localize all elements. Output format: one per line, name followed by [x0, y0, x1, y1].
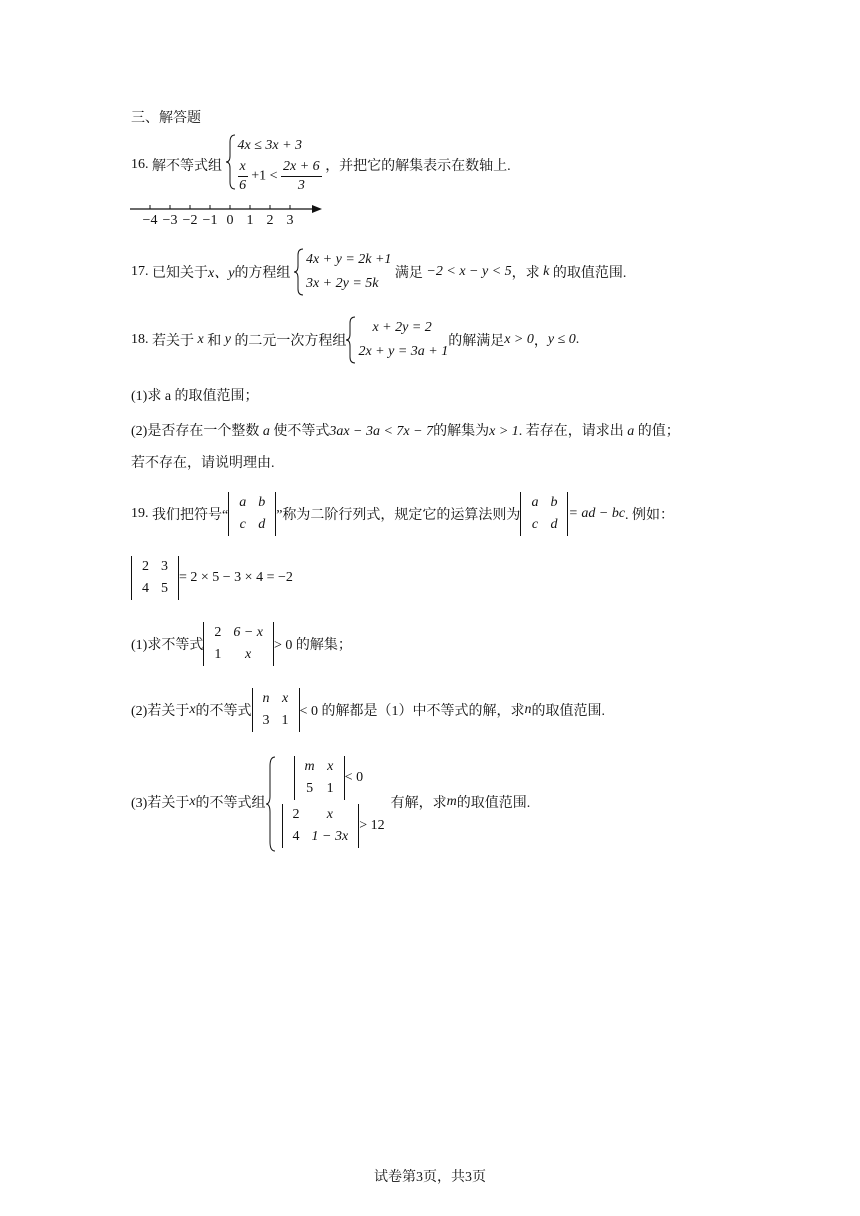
q17-eq2: 3x + 2y = 5k [305, 276, 379, 291]
left-brace-icon [346, 316, 356, 364]
q18-number: 18. [131, 332, 149, 347]
question-17 [131, 248, 626, 296]
q17-tail2: ，求 [511, 266, 540, 281]
q16-tail: ，并把它的解集表示在数轴上. [325, 158, 511, 174]
p3-det1: m x 5 1 [294, 756, 345, 800]
q17-k: k [543, 264, 550, 279]
q18-eq1: x + 2y = 2 [372, 320, 432, 335]
q18-cond2: y ≤ 0 [547, 332, 576, 347]
page-footer: 试卷第3页，共3页 [374, 1170, 486, 1185]
q17-condition: −2 < x − y < 5 [426, 264, 512, 279]
q18-mid: 的二元一次方程组 [234, 334, 347, 349]
q17-lead: 已知关于 [152, 266, 208, 281]
q18-part2: (2)是否存在一个整数 a 使不等式3ax − 3a < 7x − 7的解集为x > 1. 若存在，请求出 a 的值； [131, 424, 680, 439]
q19-example: 2 3 4 5 = 2 × 5 − 3 × 4 = −2 [131, 556, 293, 600]
q18-part2-line2: 若不存在，请说明理由. [131, 456, 275, 471]
arrow-right-icon [312, 205, 322, 213]
example-det: 2 3 4 5 [131, 556, 179, 600]
q16-number: 16. [131, 156, 149, 172]
question-19: 19. 我们把符号“ a b c d ”称为二阶行列式，规定它的运算法则为 a b c d = ad − bc. 例如： [131, 492, 674, 536]
left-brace-icon [294, 248, 304, 296]
left-brace-icon [266, 756, 276, 852]
axis-tick-label: 2 [266, 213, 274, 228]
q18-part1: (1)求 a 的取值范围； [131, 389, 259, 404]
q17-system [294, 248, 391, 296]
q19-part3: (3)若关于x的不等式组 m x 5 1 < 0 2 x 4 1 − 3x > 12 有解，求m的取值范围. [131, 756, 530, 848]
q16-ineq1: 4x ≤ 3x + 3 [237, 138, 303, 153]
q17-tail1: 满足 [394, 266, 423, 281]
q18-system [346, 316, 448, 364]
axis-tick-label: 0 [226, 213, 234, 228]
p1-det: 2 6 − x 1 x [203, 622, 274, 666]
q17-tail3: 的取值范围. [552, 266, 627, 281]
q18-x: x [197, 332, 204, 347]
q19-part1: (1)求不等式 2 6 − x 1 x > 0 的解集； [131, 622, 352, 666]
axis-tick-label: −4 [142, 213, 158, 228]
left-brace-icon [226, 134, 236, 190]
q17-vars: x、y [208, 266, 235, 281]
q18-cond1: x > 0 [504, 332, 534, 347]
det-abcd-1: a b c d [228, 492, 276, 536]
q18-lead: 若关于 [152, 334, 194, 349]
q18-and: 和 [207, 334, 222, 349]
q17-mid: 的方程组 [234, 266, 291, 281]
det-abcd-2: a b c d [520, 492, 568, 536]
axis-tick-label: −1 [202, 213, 218, 228]
axis-tick-label: 1 [246, 213, 254, 228]
q17-eq1: 4x + y = 2k +1 [305, 252, 392, 267]
q18-tail: 的解满足 [448, 334, 505, 349]
q19-p3-system: m x 5 1 < 0 2 x 4 1 − 3x > 12 [266, 756, 385, 848]
p2-det: n x 3 1 [252, 688, 300, 732]
number-line [128, 200, 328, 230]
section-title: 三、解答题 [131, 111, 201, 126]
axis-tick-label: −2 [182, 213, 198, 228]
question-18 [131, 316, 579, 364]
q18-y: y [224, 332, 231, 347]
p3-det2: 2 x 4 1 − 3x [282, 804, 360, 848]
axis-tick-label: 3 [286, 213, 294, 228]
q16-system [226, 134, 322, 195]
q16-lead: 解不等式组 [152, 158, 222, 174]
q17-number: 17. [131, 264, 149, 279]
q18-comma: ， [533, 334, 548, 349]
axis-tick-label: −3 [162, 213, 178, 228]
q18-eq2: 2x + y = 3a + 1 [358, 344, 449, 359]
q18-end: . [575, 332, 580, 347]
q19-part2: (2)若关于x的不等式 n x 3 1 < 0 的解都是（1）中不等式的解，求n的取值范围. [131, 688, 605, 732]
question-16 [131, 134, 511, 195]
q16-ineq2: $\frac{x}{6}$ +1 < $\frac{2x + 6}{3}$ [239, 159, 320, 193]
